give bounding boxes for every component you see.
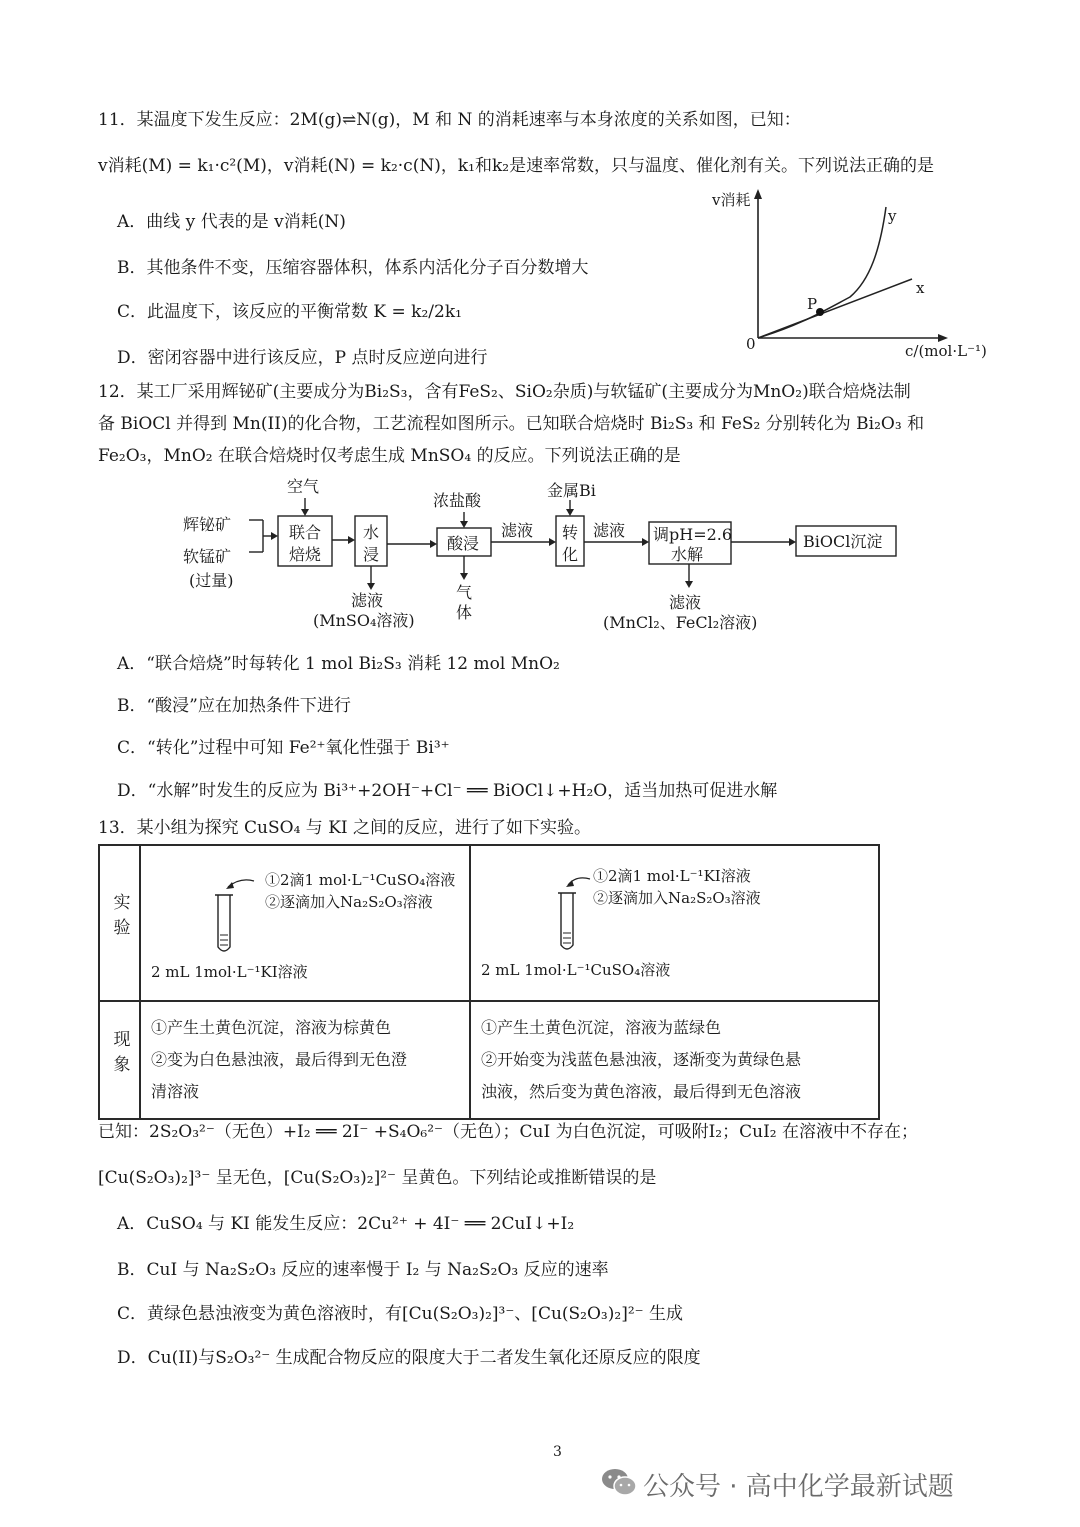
test-tube-icon — [561, 893, 573, 949]
phenomenon-1-line3: 清溶液 — [151, 1082, 200, 1101]
point-p — [816, 308, 824, 316]
phenomenon-1-line1: ①产生土黄色沉淀，溶液为棕黄色 — [151, 1018, 392, 1037]
x-axis-arrow-icon — [938, 334, 948, 342]
phenomenon-2-line2: ②开始变为浅蓝色悬浊液，逐渐变为黄绿色悬 — [481, 1050, 802, 1069]
q12-option-c: C．“转化”过程中可知 Fe²⁺氧化性强于 Bi³⁺ — [117, 738, 450, 758]
q13-known-line1: 已知：2S₂O₃²⁻（无色）+I₂ ══ 2I⁻ +S₄O₆²⁻（无色）；CuI 为白色沉淀，可吸附I₂；CuI₂ 在溶液中不存在； — [98, 1122, 919, 1142]
row-head-phenomenon — [99, 1001, 140, 1119]
q13-experiment-table — [98, 844, 880, 1120]
row-head-experiment-text: 实验 — [109, 893, 130, 943]
gas-label2: 体 — [456, 603, 473, 622]
q12-flowchart — [175, 472, 915, 642]
arrow-icon — [301, 509, 309, 516]
q12-stem-line3: Fe₂O₃，MnO₂ 在联合焙烧时仅考虑生成 MnSO₄ 的反应。下列说法正确的是 — [98, 446, 681, 466]
phenomenon-2-line3: 浊液，然后变为黄色溶液，最后得到无色溶液 — [481, 1082, 802, 1101]
q13-option-c: C．黄绿色悬浊液变为黄色溶液时，有[Cu(S₂O₃)₂]³⁻、[Cu(S₂O₃)₂]²⁻ 生成 — [117, 1304, 684, 1324]
point-p-label: P — [807, 295, 818, 313]
label-conc-hcl: 浓盐酸 — [433, 491, 482, 510]
label-air: 空气 — [287, 477, 320, 496]
q11-option-b: B．其他条件不变，压缩容器体积，体系内活化分子百分数增大 — [117, 258, 589, 278]
experiment-2-tube-content: 2 mL 1mol·L⁻¹CuSO₄溶液 — [481, 961, 671, 979]
q13-known-line2: [Cu(S₂O₃)₂]³⁻ 呈无色，[Cu(S₂O₃)₂]²⁻ 呈黄色。下列结论或推断错误的是 — [98, 1168, 657, 1188]
input-pyrolusite: 软锰矿 — [183, 547, 232, 566]
box-roast-text2: 焙烧 — [289, 545, 322, 564]
y-axis-label: v消耗 — [712, 191, 751, 209]
filtrate2-label: 滤液 — [669, 593, 702, 612]
filtrate2-note: (MnCl₂、FeCl₂溶液) — [603, 613, 758, 632]
arrow-icon — [566, 509, 574, 516]
box-hyd-text2: 水解 — [671, 545, 704, 564]
q12-option-a: A．“联合焙烧”时每转化 1 mol Bi₂S₃ 消耗 12 mol MnO₂ — [117, 654, 560, 674]
experiment-1-step1: ①2滴1 mol·L⁻¹CuSO₄溶液 — [265, 871, 456, 889]
box-acid-text: 酸浸 — [447, 534, 480, 553]
q11-stem-line1: 11．某温度下发生反应：2M(g)⇌N(g)，M 和 N 的消耗速率与本身浓度的关系如图，已知： — [98, 110, 801, 130]
q11-option-a: A．曲线 y 代表的是 v消耗(N) — [117, 212, 346, 232]
wechat-logo-icon — [600, 1466, 638, 1498]
arrow-icon — [460, 521, 468, 528]
box-roast-text1: 联合 — [289, 523, 322, 542]
arrow-icon — [642, 538, 649, 546]
watermark-text: 公众号 · 高中化学最新试题 — [643, 1472, 954, 1502]
arrow-icon — [367, 583, 375, 590]
table-row-experiment — [99, 845, 879, 1001]
phenomenon-2-line1: ①产生土黄色沉淀，溶液为蓝绿色 — [481, 1018, 722, 1037]
arrow-icon — [460, 573, 468, 580]
gas-label1: 气 — [456, 583, 473, 602]
phenomenon-1-line2: ②变为白色悬浊液，最后得到无色澄 — [151, 1050, 408, 1069]
arrow-icon — [348, 536, 355, 544]
arrow-icon — [430, 540, 437, 548]
box-conv-text2: 化 — [562, 545, 579, 564]
experiment-2-cell — [470, 845, 879, 1001]
filtrate-b-label: 滤液 — [593, 521, 626, 540]
curve-y-label: y — [888, 207, 897, 225]
phenomenon-2-cell — [470, 1001, 879, 1119]
row-head-phenomenon-text: 现象 — [109, 1030, 130, 1080]
experiment-2-step1: ①2滴1 mol·L⁻¹KI溶液 — [593, 867, 751, 885]
q11-option-c: C．此温度下，该反应的平衡常数 K = k₂/2k₁ — [117, 302, 462, 322]
q11-option-d: D．密闭容器中进行该反应，P 点时反应逆向进行 — [117, 348, 488, 368]
filtrate-a-label: 滤液 — [501, 521, 534, 540]
q13-option-d: D．Cu(II)与S₂O₃²⁻ 生成配合物反应的限度大于二者发生氧化还原反应的限度 — [117, 1348, 701, 1368]
product-text: BiOCl沉淀 — [803, 532, 883, 551]
q12-option-d: D．“水解”时发生的反应为 Bi³⁺+2OH⁻+Cl⁻ ══ BiOCl↓+H₂O，适当加热可促进水解 — [117, 781, 778, 801]
line-x — [758, 279, 912, 338]
label-bi-metal: 金属Bi — [547, 481, 596, 500]
q12-option-b: B．“酸浸”应在加热条件下进行 — [117, 696, 351, 716]
input-excess-note: (过量) — [189, 571, 234, 590]
line-x-label: x — [916, 279, 925, 297]
q11-rate-graph — [700, 185, 1010, 365]
y-axis-arrow-icon — [754, 189, 762, 199]
q11-stem-line2: v消耗(M) = k₁·c²(M)，v消耗(N) = k₂·c(N)，k₁和k₂是速率常数，只与温度、催化剂有关。下列说法正确的是 — [98, 156, 935, 176]
arrow-icon — [789, 538, 796, 546]
experiment-1-step2: ②逐滴加入Na₂S₂O₃溶液 — [265, 893, 433, 911]
test-tube-icon — [218, 895, 230, 951]
arrow-icon — [685, 581, 693, 588]
experiment-1-tube-content: 2 mL 1mol·L⁻¹KI溶液 — [151, 963, 308, 981]
q12-stem-line1: 12．某工厂采用辉铋矿(主要成分为Bi₂S₃，含有FeS₂、SiO₂杂质)与软锰矿(主要成分为MnO₂)联合焙烧法制 — [98, 382, 911, 402]
q13-option-b: B．CuI 与 Na₂S₂O₃ 反应的速率慢于 I₂ 与 Na₂S₂O₃ 反应的速率 — [117, 1260, 609, 1280]
filtrate1-note: (MnSO₄溶液) — [313, 611, 415, 630]
filtrate1-label: 滤液 — [351, 591, 384, 610]
arrow-icon — [271, 532, 278, 540]
experiment-1-cell — [140, 845, 470, 1001]
phenomenon-1-cell — [140, 1001, 470, 1119]
row-head-experiment — [99, 845, 140, 1001]
q13-option-a: A．CuSO₄ 与 KI 能发生反应：2Cu²⁺ + 4I⁻ ══ 2CuI↓+I₂ — [117, 1214, 575, 1234]
experiment-2-step2: ②逐滴加入Na₂S₂O₃溶液 — [593, 889, 761, 907]
q12-stem-line2: 备 BiOCl 并得到 Mn(II)的化合物，工艺流程如图所示。已知联合焙烧时 Bi₂S₃ 和 FeS₂ 分别转化为 Bi₂O₃ 和 — [98, 414, 925, 434]
origin-label: 0 — [746, 335, 756, 353]
box-hyd-text1: 调pH=2.6 — [653, 525, 733, 544]
page-number: 3 — [553, 1444, 562, 1460]
input-bismuthinite: 辉铋矿 — [183, 515, 232, 534]
box-leach-text2: 浸 — [363, 545, 380, 564]
table-row-phenomenon — [99, 1001, 879, 1119]
curve-y — [758, 207, 886, 338]
box-leach-text1: 水 — [363, 523, 380, 542]
q13-stem: 13．某小组为探究 CuSO₄ 与 KI 之间的反应，进行了如下实验。 — [98, 818, 592, 838]
x-axis-label: c/(mol·L⁻¹) — [905, 342, 987, 360]
arrow-icon — [549, 538, 556, 546]
box-conv-text1: 转 — [562, 523, 579, 542]
